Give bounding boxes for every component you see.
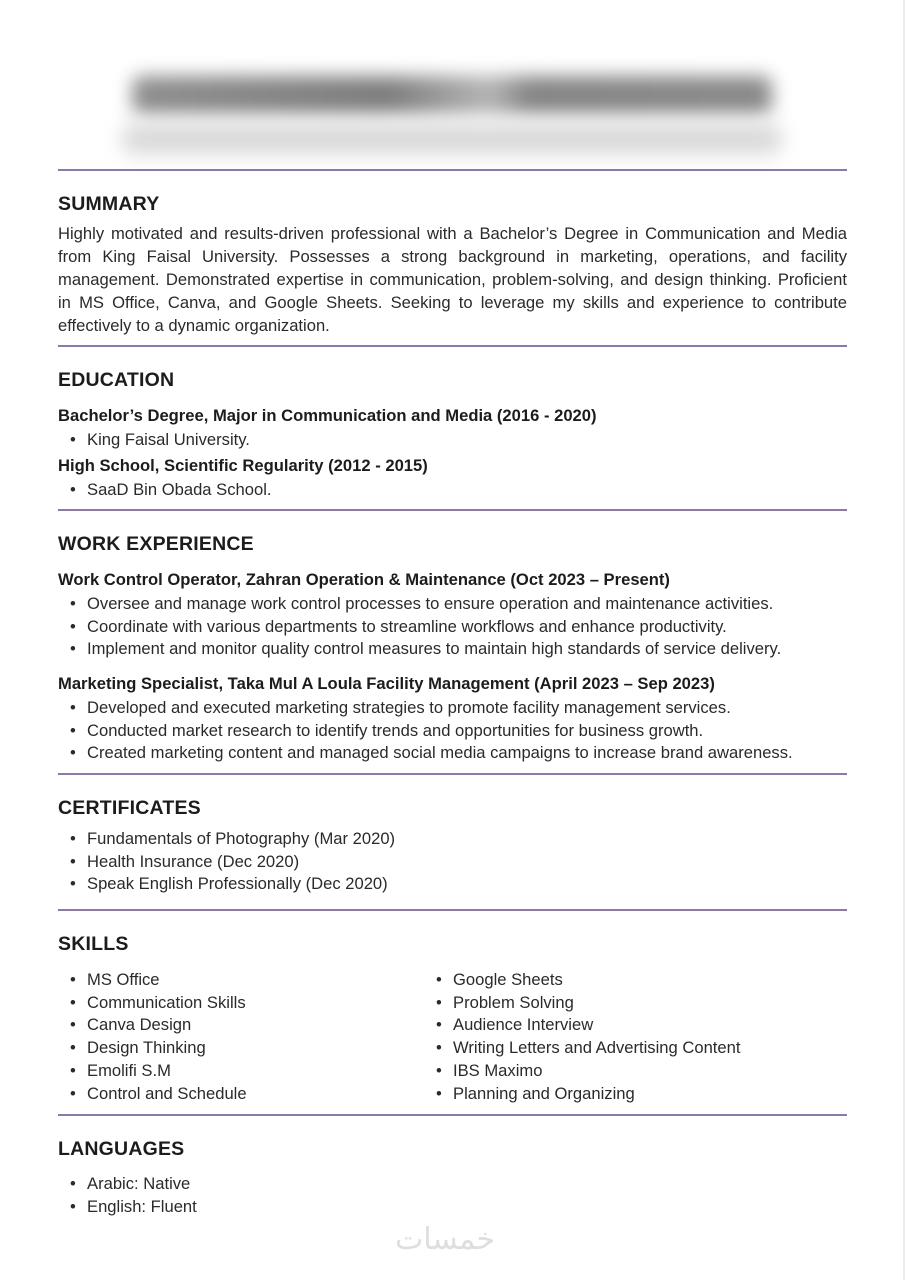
- list-item: • Fundamentals of Photography (Mar 2020): [70, 828, 395, 851]
- skills-list-left: [70, 969, 247, 1105]
- list-item: • MS Office: [70, 969, 247, 992]
- list-item: • Problem Solving: [436, 992, 740, 1015]
- list-item: • Emolifi S.M: [70, 1060, 247, 1083]
- section-title-work: WORK EXPERIENCE: [58, 533, 254, 555]
- list-item: • Writing Letters and Advertising Content: [436, 1037, 740, 1060]
- languages-list: [70, 1173, 197, 1218]
- list-item: • Audience Interview: [436, 1014, 740, 1037]
- certificates-list: [70, 828, 395, 896]
- divider: [58, 1114, 847, 1116]
- list-item: • Coordinate with various departments to streamline workflows and enhance productivity.: [70, 616, 781, 639]
- section-title-skills: SKILLS: [58, 933, 129, 955]
- divider: [58, 773, 847, 775]
- section-title-summary: SUMMARY: [58, 193, 160, 215]
- divider: [58, 169, 847, 171]
- redacted-contact: [122, 124, 782, 154]
- education-entry-title: High School, Scientific Regularity (2012 - 2015): [58, 456, 428, 475]
- list-item: • Communication Skills: [70, 992, 247, 1015]
- watermark-logo: خمسات: [395, 1222, 496, 1257]
- list-item: • IBS Maximo: [436, 1060, 740, 1083]
- section-title-certificates: CERTIFICATES: [58, 797, 201, 819]
- education-details: [70, 479, 272, 502]
- list-item: • Google Sheets: [436, 969, 740, 992]
- list-item: • Conducted market research to identify trends and opportunities for business growth.: [70, 720, 793, 743]
- summary-text: Highly motivated and results-driven professional with a Bachelor’s Degree in Communication and Media from King Faisal University. Possesses a strong background in marketing, operations, and facility management. Demonstrated expertise in communication, problem-solving, and design thinking. Proficient in MS Office, Canva, and Google Sheets. Seeking to leverage my skills and experience to contribute effectively to a dynamic organization.: [58, 224, 847, 335]
- work-details: [70, 697, 793, 765]
- list-item: • Health Insurance (Dec 2020): [70, 851, 395, 874]
- list-item: • Created marketing content and managed social media campaigns to increase brand awareness.: [70, 742, 793, 765]
- list-item: • Oversee and manage work control processes to ensure operation and maintenance activities.: [70, 593, 781, 616]
- list-item: • Control and Schedule: [70, 1083, 247, 1106]
- list-item: • Implement and monitor quality control measures to maintain high standards of service delivery.: [70, 638, 781, 661]
- list-item: • Arabic: Native: [70, 1173, 197, 1196]
- divider: [58, 509, 847, 511]
- work-details: [70, 593, 781, 661]
- work-entry-title: Marketing Specialist, Taka Mul A Loula Facility Management (April 2023 – Sep 2023): [58, 674, 715, 693]
- work-entry-title: Work Control Operator, Zahran Operation & Maintenance (Oct 2023 – Present): [58, 570, 670, 589]
- resume-header: [112, 58, 792, 160]
- divider: [58, 345, 847, 347]
- section-title-languages: LANGUAGES: [58, 1138, 185, 1160]
- list-item: • English: Fluent: [70, 1196, 197, 1219]
- list-item: • Design Thinking: [70, 1037, 247, 1060]
- list-item: • SaaD Bin Obada School.: [70, 479, 272, 502]
- list-item: • Planning and Organizing: [436, 1083, 740, 1106]
- section-title-education: EDUCATION: [58, 369, 175, 391]
- education-entry-title: Bachelor’s Degree, Major in Communication and Media (2016 - 2020): [58, 406, 597, 425]
- list-item: • Canva Design: [70, 1014, 247, 1037]
- divider: [58, 909, 847, 911]
- redacted-name: [132, 76, 772, 114]
- list-item: • King Faisal University.: [70, 429, 250, 452]
- skills-list-right: [436, 969, 740, 1105]
- list-item: • Developed and executed marketing strategies to promote facility management services.: [70, 697, 793, 720]
- education-details: [70, 429, 250, 452]
- list-item: • Speak English Professionally (Dec 2020): [70, 873, 395, 896]
